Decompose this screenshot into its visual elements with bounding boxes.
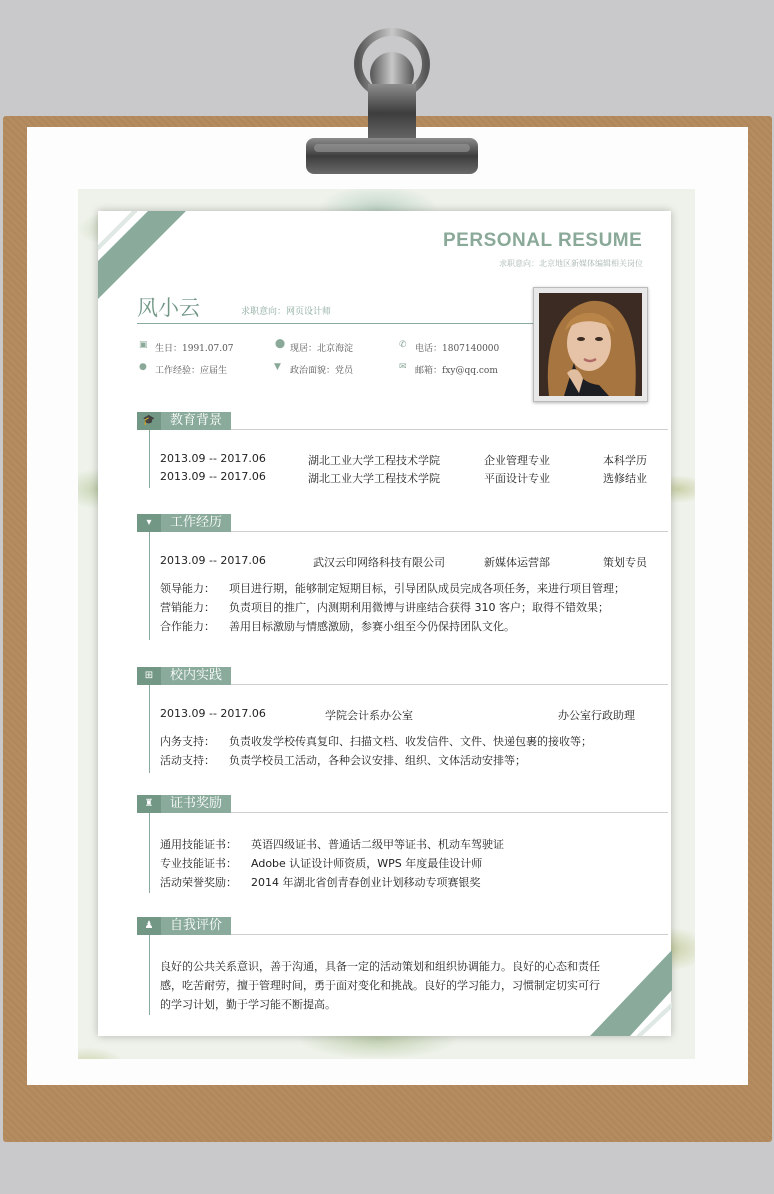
work-date: 2013.09 -- 2017.06 bbox=[160, 554, 266, 567]
binder-clip bbox=[306, 28, 478, 176]
campus-timeline bbox=[149, 685, 150, 773]
work-dept: 新媒体运营部 bbox=[484, 556, 550, 569]
award-2-text: Adobe 认证设计师资质，WPS 年度最佳设计师 bbox=[251, 857, 483, 870]
award-1-text: 英语四级证书、普通话二级甲等证书、机动车驾驶证 bbox=[251, 838, 504, 851]
work-item-1-label: 领导能力： bbox=[160, 582, 215, 595]
awards-divider bbox=[231, 812, 668, 813]
campus-item-1-label: 内务支持： bbox=[160, 735, 215, 748]
award-3-label: 活动荣誉奖励： bbox=[160, 876, 237, 889]
top-left-corner-ribbon bbox=[98, 211, 188, 301]
phone-icon: ✆ bbox=[399, 340, 407, 350]
windows-icon: ⊞ bbox=[137, 667, 161, 685]
campus-date: 2013.09 -- 2017.06 bbox=[160, 707, 266, 720]
info-politics: 政治面貌：党员 bbox=[290, 366, 354, 376]
campus-position: 办公室行政助理 bbox=[558, 709, 635, 722]
education-row-2-degree: 选修结业 bbox=[603, 472, 647, 485]
award-3-text: 2014 年湖北省创青春创业计划移动专项赛银奖 bbox=[251, 876, 481, 889]
work-item-3-label: 合作能力： bbox=[160, 620, 215, 633]
self-line-2: 感，吃苦耐劳，擅于管理时间，勇于面对变化和挑战。良好的学习能力，习惯制定切实可行 bbox=[160, 979, 600, 992]
work-item-2-label: 营销能力： bbox=[160, 601, 215, 614]
graduation-cap-icon: 🎓 bbox=[137, 412, 161, 430]
location-icon: ⬤ bbox=[275, 339, 286, 349]
person-icon: ♟ bbox=[137, 917, 161, 935]
work-item-3-text: 善用目标激励与情感激励，参赛小组至今仍保持团队文化。 bbox=[229, 620, 515, 633]
campus-heading: 校内实践 bbox=[170, 668, 223, 683]
education-row-1-major: 企业管理专业 bbox=[484, 454, 550, 467]
candidate-name: 风小云 bbox=[137, 296, 200, 320]
campus-item-1-text: 负责收发学校传真复印、扫描文档、收发信件、文件、快递包裹的接收等； bbox=[229, 735, 592, 748]
education-heading: 教育背景 bbox=[170, 413, 223, 428]
awards-timeline bbox=[149, 813, 150, 893]
self-line-3: 的学习计划，勤于学习能不断提高。 bbox=[160, 998, 336, 1011]
resume-subtitle: 求职意向：北京地区新媒体编辑相关岗位 bbox=[499, 259, 643, 268]
education-timeline bbox=[149, 430, 150, 488]
education-row-1-school: 湖北工业大学工程技术学院 bbox=[308, 454, 440, 467]
education-divider bbox=[231, 429, 668, 430]
bottom-right-corner-ribbon bbox=[590, 950, 672, 1036]
info-residence: 现居：北京海淀 bbox=[290, 344, 354, 354]
campus-item-2-text: 负责学校员工活动，各种会议安排、组织、文体活动安排等； bbox=[229, 754, 526, 767]
user-icon: ● bbox=[139, 362, 147, 372]
campus-org: 学院会计系办公室 bbox=[325, 709, 413, 722]
badge-icon: ▼ bbox=[274, 362, 281, 372]
work-company: 武汉云印网络科技有限公司 bbox=[313, 556, 445, 569]
portrait-illustration bbox=[539, 293, 642, 396]
work-item-1-text: 项目进行期，能够制定短期目标，引导团队成员完成各项任务，来进行项目管理； bbox=[229, 582, 625, 595]
education-row-2-school: 湖北工业大学工程技术学院 bbox=[308, 472, 440, 485]
self-heading: 自我评价 bbox=[170, 918, 223, 933]
education-row-1-date: 2013.09 -- 2017.06 bbox=[160, 452, 266, 465]
info-phone: 电话：1807140000 bbox=[415, 344, 500, 354]
work-heading: 工作经历 bbox=[170, 515, 223, 530]
tie-icon: ▾ bbox=[137, 514, 161, 532]
award-2-label: 专业技能证书： bbox=[160, 857, 237, 870]
education-row-2-date: 2013.09 -- 2017.06 bbox=[160, 470, 266, 483]
self-line-1: 良好的公共关系意识，善于沟通，具备一定的活动策划和组织协调能力。良好的心态和责任 bbox=[160, 960, 600, 973]
work-divider bbox=[231, 531, 668, 532]
info-email: 邮箱：fxy@qq.com bbox=[415, 366, 498, 376]
education-row-1-degree: 本科学历 bbox=[603, 454, 647, 467]
job-intent: 求职意向：网页设计师 bbox=[241, 307, 332, 317]
trophy-icon: ♜ bbox=[137, 795, 161, 813]
work-position: 策划专员 bbox=[603, 556, 647, 569]
campus-item-2-label: 活动支持： bbox=[160, 754, 215, 767]
profile-photo bbox=[533, 287, 648, 402]
campus-divider bbox=[231, 684, 668, 685]
calendar-icon: ▣ bbox=[139, 340, 148, 350]
self-timeline bbox=[149, 935, 150, 1015]
awards-heading: 证书奖励 bbox=[170, 796, 223, 811]
education-row-2-major: 平面设计专业 bbox=[484, 472, 550, 485]
resume-title: PERSONAL RESUME bbox=[443, 230, 643, 251]
info-birth: 生日：1991.07.07 bbox=[155, 344, 234, 354]
award-1-label: 通用技能证书： bbox=[160, 838, 237, 851]
name-divider bbox=[137, 323, 536, 324]
self-divider bbox=[231, 934, 668, 935]
work-timeline bbox=[149, 532, 150, 640]
info-experience: 工作经验：应届生 bbox=[155, 366, 228, 376]
mail-icon: ✉ bbox=[399, 362, 407, 372]
work-item-2-text: 负责项目的推广，内测期利用微博与讲座结合获得 310 客户；取得不错效果； bbox=[229, 601, 609, 614]
